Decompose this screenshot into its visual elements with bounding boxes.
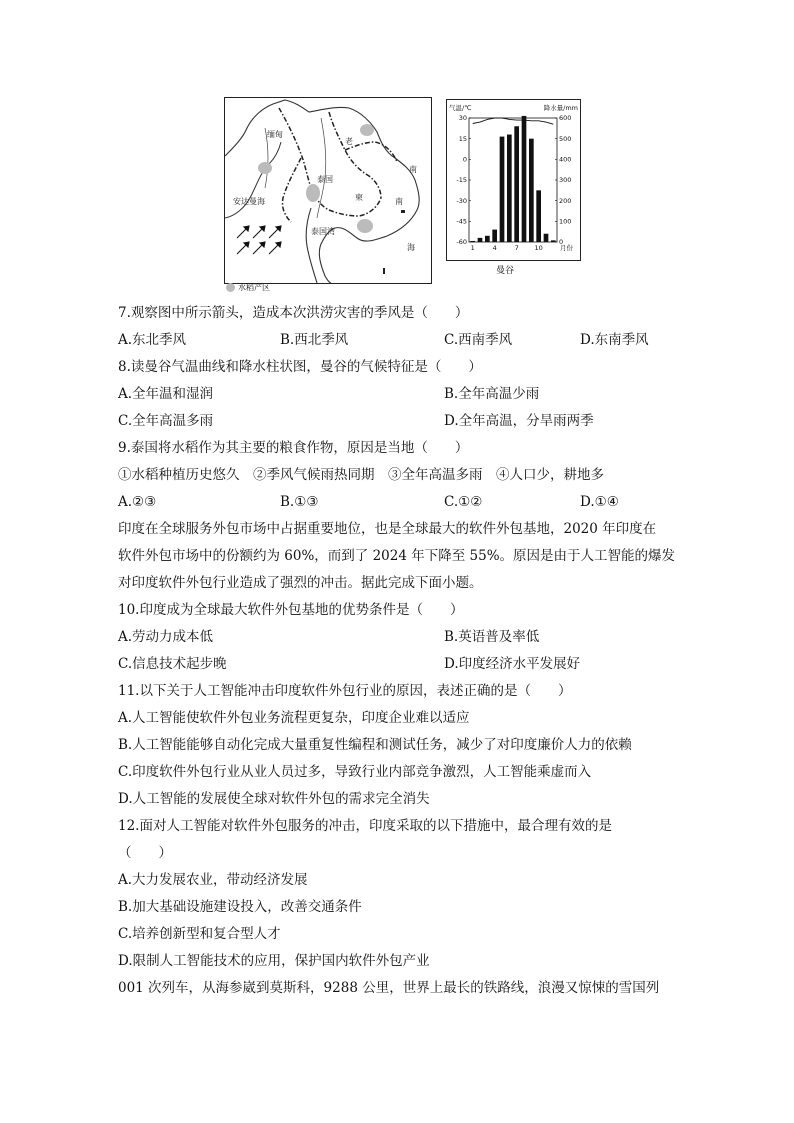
rice-area — [258, 162, 272, 174]
legend-label: 水稻产区 — [238, 283, 270, 292]
precip-bar — [485, 236, 490, 242]
border-line — [329, 112, 381, 198]
monsoon-arrows — [237, 226, 281, 254]
x-tick-label: 4 — [492, 244, 497, 252]
q9-options — [118, 489, 678, 516]
x-tick-label: 7 — [514, 244, 519, 252]
left-tick-label: 0 — [462, 155, 467, 164]
left-tick-label: -15 — [456, 176, 467, 185]
q7-options — [118, 327, 678, 354]
precip-bar — [500, 137, 505, 242]
right-tick-label: 300 — [559, 176, 572, 185]
right-tick-label: 600 — [559, 114, 572, 123]
q7-option-b: B.西北季风 — [280, 332, 349, 348]
left-tick-label: 15 — [458, 134, 467, 143]
right-tick-label: 400 — [559, 155, 572, 164]
coastline — [225, 100, 419, 283]
passage-line-3: 对印度软件外包行业造成了强烈的冲击。据此完成下面小题。 — [118, 575, 483, 591]
island-marks — [383, 210, 405, 274]
precip-bar — [522, 116, 527, 242]
q8-option-a: A.全年温和湿润 — [118, 386, 214, 402]
rice-area — [306, 184, 320, 202]
q11-option-a: A.人工智能使软件外包业务流程更复杂，印度企业难以适应 — [118, 710, 470, 726]
map-drawing — [225, 98, 431, 283]
q8-option-c: C.全年高温多雨 — [118, 413, 214, 429]
border-line — [282, 158, 301, 222]
q11-stem: 11.以下关于人工智能冲击印度软件外包行业的原因，表述正确的是（ ） — [118, 683, 572, 699]
map-panel — [224, 97, 432, 284]
peninsula-coast — [306, 208, 317, 283]
x-axis-label: 月份 — [560, 244, 573, 252]
q7-option-a: A.东北季风 — [118, 332, 187, 348]
q9-option-c: C.①② — [444, 494, 483, 510]
q10-option-a: A.劳动力成本低 — [118, 629, 214, 645]
passage-line-2: 软件外包市场中的份额约为 60%，而到了 2024 年下降至 55%。原因是由于人工智能的爆发 — [118, 548, 676, 564]
q11-option-b: B.人工智能能够自动化完成大量重复性编程和测试任务，减少了对印度廉价人力的依赖 — [118, 737, 632, 753]
q12-stem: 12.面对人工智能对软件外包服务的冲击，印度采取的以下措施中，最合理有效的是 — [118, 818, 612, 834]
precip-bar — [529, 139, 534, 242]
next-passage-line-1: 001 次列车，从海参崴到莫斯科，9288 公里，世界上最长的铁路线，浪漫又惊悚的雪国列 — [118, 980, 660, 996]
rice-area — [357, 219, 373, 233]
q9-items: ①水稻种植历史悠久 ②季风气候雨热同期 ③全年高温多雨 ④人口少，耕地多 — [118, 467, 604, 483]
q8-options-row2 — [118, 408, 678, 435]
label-south-2: 南 — [395, 197, 403, 206]
climate-chart — [446, 99, 581, 261]
chart-caption: 曼谷 — [496, 266, 515, 276]
rice-area — [360, 124, 374, 136]
climate-chart-svg — [447, 100, 580, 260]
right-tick-label: 500 — [559, 134, 572, 143]
label-myanmar: 缅甸 — [267, 130, 283, 139]
q12-option-d: D.限制人工智能技术的应用，保护国内软件外包产业 — [118, 953, 430, 969]
precip-bar — [514, 126, 519, 242]
label-andaman-sea: 安达曼海 — [233, 197, 265, 206]
q9-option-d: D.①④ — [580, 494, 619, 510]
rice-area-swatch — [226, 283, 235, 292]
left-axis-label: 气温/℃ — [449, 104, 472, 112]
label-thailand: 泰国 — [317, 175, 333, 184]
q10-option-c: C.信息技术起步晚 — [118, 656, 227, 672]
right-axis-label: 降水量/mm — [543, 104, 578, 112]
q9-option-b: B.①③ — [280, 494, 319, 510]
precip-bar — [470, 241, 475, 242]
q8-option-b: B.全年高温少雨 — [444, 386, 540, 402]
temperature-line — [473, 118, 554, 124]
figure — [224, 97, 580, 295]
q12-bracket: （ ） — [118, 845, 172, 861]
q11-option-d: D.人工智能的发展使全球对软件外包的需求完全消失 — [118, 791, 430, 807]
precip-bar — [507, 135, 512, 242]
question-block — [118, 300, 678, 1002]
river-line — [317, 118, 326, 218]
precip-bar — [536, 190, 541, 242]
q7-stem: 7.观察图中所示箭头，造成本次洪涝灾害的季风是（ ） — [118, 305, 469, 321]
q10-option-b: B.英语普及率低 — [444, 629, 540, 645]
q12-option-b: B.加大基础设施建设投入，改善交通条件 — [118, 899, 362, 915]
q12-option-a: A.大力发展农业，带动经济发展 — [118, 872, 308, 888]
label-sea: 海 — [407, 243, 415, 252]
right-tick-label: 200 — [559, 196, 572, 205]
precip-bar — [492, 230, 497, 242]
precip-bar — [544, 234, 549, 242]
q10-option-d: D.印度经济水平发展好 — [444, 656, 581, 672]
label-gulf-of-thailand: 泰国湾 — [311, 227, 335, 236]
q11-option-c: C.印度软件外包行业从业人员过多，导致行业内部竞争激烈，人工智能乘虚而入 — [118, 764, 592, 780]
precip-bar — [478, 238, 483, 242]
label-south-1: 南 — [409, 165, 417, 174]
q7-option-d: D.东南季风 — [580, 332, 649, 348]
q9-option-a: A.②③ — [118, 494, 157, 510]
left-tick-label: -45 — [456, 217, 467, 226]
left-tick-label: 30 — [458, 114, 467, 123]
map-legend — [226, 282, 270, 293]
left-tick-label: -60 — [456, 238, 467, 247]
q8-stem: 8.读曼谷气温曲线和降水柱状图，曼谷的气候特征是（ ） — [118, 359, 482, 375]
west-coast — [225, 142, 281, 218]
label-lao: 老 — [345, 137, 353, 146]
right-tick-label: 100 — [559, 217, 572, 226]
x-tick-label: 10 — [534, 244, 543, 252]
q9-stem: 9.泰国将水稻作为其主要的粮食作物，原因是当地（ ） — [118, 440, 469, 456]
q12-option-c: C.培养创新型和复合型人才 — [118, 926, 281, 942]
q10-stem: 10.印度成为全球最大软件外包基地的优势条件是（ ） — [118, 602, 464, 618]
left-tick-label: -30 — [456, 196, 467, 205]
q7-option-c: C.西南季风 — [444, 332, 513, 348]
q10-options-row2 — [118, 651, 678, 678]
plot-frame — [469, 118, 557, 242]
q8-options-row1 — [118, 381, 678, 408]
label-cambodia: 柬 — [355, 193, 363, 202]
q10-options-row1 — [118, 624, 678, 651]
right-tick-label: 0 — [559, 238, 564, 247]
x-tick-label: 1 — [470, 244, 475, 252]
precip-bar — [551, 240, 556, 242]
q8-option-d: D.全年高温，分旱雨两季 — [444, 413, 594, 429]
passage-line-1: 印度在全球服务外包市场中占据重要地位，也是全球最大的软件外包基地，2020 年印度在 — [118, 521, 657, 537]
